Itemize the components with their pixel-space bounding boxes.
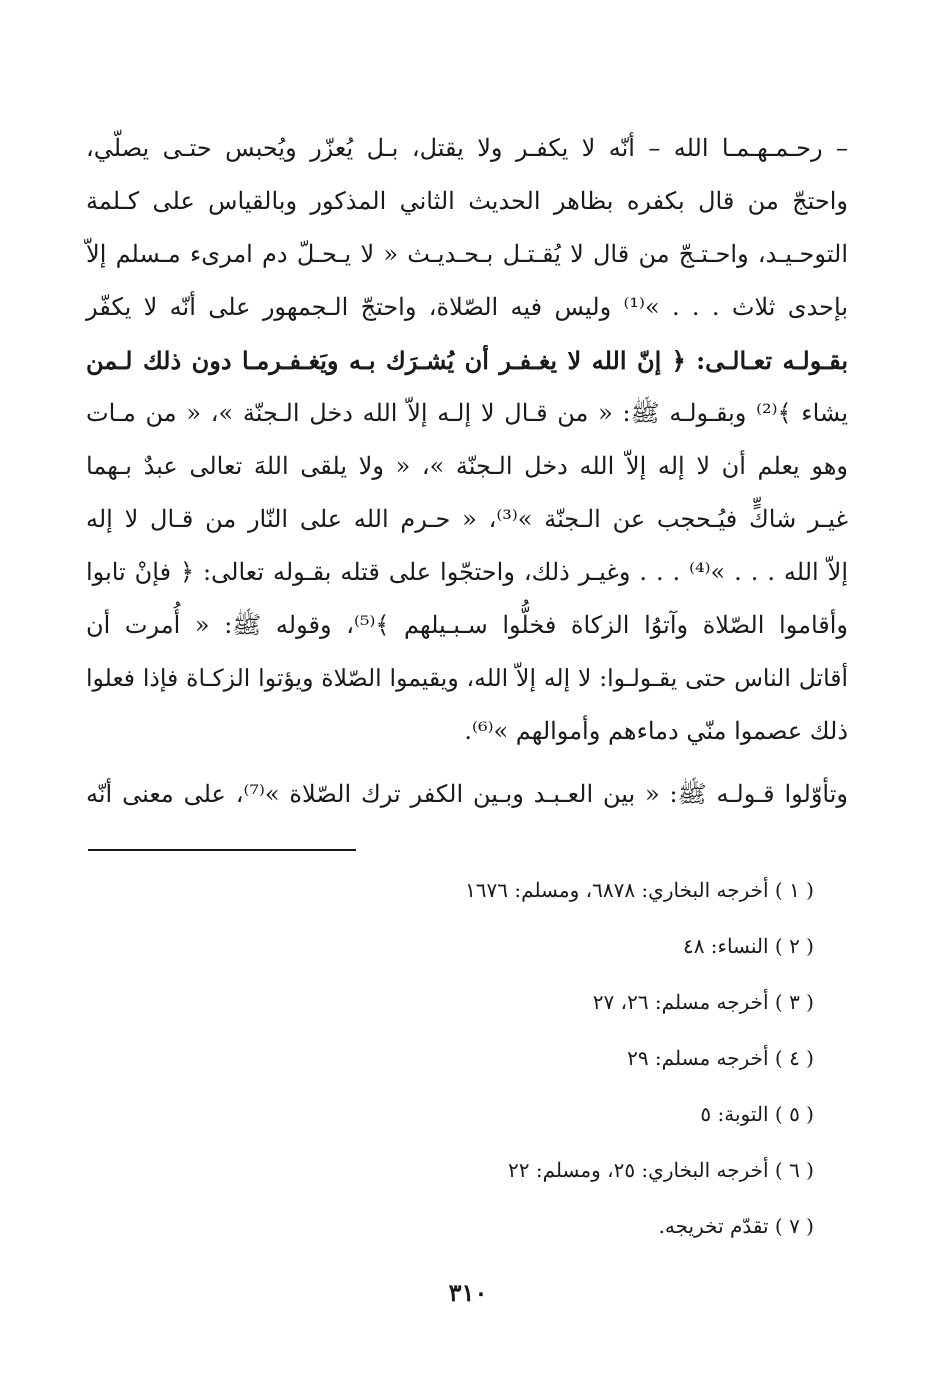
text-line: – رحـمـهـمـا الله – أنّه لا يكفـر ولا يقتل، بـل يُعزّر ويُحبس حتـى يصلّي، xyxy=(86,134,848,162)
text-line: أقاتل الناس حتى يقـولـوا: لا إله إلاّ الله، ويقيموا الصّلاة ويؤتوا الزكـاة فإذا فعلوا xyxy=(86,664,848,692)
text-line: وأقاموا الصّلاة وآتوُا الزكاة فخلُّوا سـبـيلهم ﴾⁽⁵⁾، وقوله ﷺ: « أُمرت أن xyxy=(86,611,848,639)
footnote: ( ٢ ) النساء: ٤٨ xyxy=(682,934,814,958)
text-line: بإحدى ثلاث . . . »⁽¹⁾ وليس فيه الصّلاة، واحتجّ الـجمهور على أنّه لا يكفّر xyxy=(86,293,848,321)
text-line: وتأوّلوا قـولـه ﷺ: « بين العـبـد وبـين الكفر ترك الصّلاة »⁽⁷⁾، على معنى أنّه xyxy=(86,780,849,808)
text-line: التوحـيـد، واحـتـجّ من قال لا يُقـتـل بـحـديـث « لا يـحـلّ دم امرىء مـسلم إلاّ xyxy=(86,240,848,268)
page-number: ٣١٠ xyxy=(448,1278,488,1307)
text-line: ذلك عصموا منّي دماءهم وأموالهم »⁽⁶⁾. xyxy=(464,717,848,745)
footnote-separator xyxy=(88,849,356,851)
text-line: واحتجّ من قال بكفره بظاهر الحديث الثاني المذكور وبالقياس على كـلمة xyxy=(86,187,848,215)
footnotes-list xyxy=(294,862,814,1254)
main-text xyxy=(86,122,848,821)
text-line: يشاء ﴾⁽²⁾ وبقـولـه ﷺ: « من قـال لا إلـه إلاّ الله دخل الـجنّة »، « من مـات xyxy=(86,399,848,427)
text-line: وهو يعلم أن لا إله إلاّ الله دخل الـجنّة »، « ولا يلقى اللهَ تعالى عبدٌ بـهما xyxy=(86,452,848,480)
text-line: غيـر شاكٍّ فيُـحجب عن الـجنّة »⁽³⁾، « حـرم الله على النّار من قـال لا إله xyxy=(86,505,848,533)
footnote: ( ١ ) أخرجه البخاري: ٦٨٧٨، ومسلم: ١٦٧٦ xyxy=(465,878,814,902)
text-line-quran: بقـولـه تعـالـى: ﴿ إنّ الله لا يغـفـر أن يُشـرَك بـه ويَغـفـرمـا دون ذلك لـمن xyxy=(86,346,848,375)
text-line: إلاّ الله . . . »⁽⁴⁾ . . . وغيـر ذلك، واحتجّوا على قتله بقـوله تعالى: ﴿ فإنْ تابوا xyxy=(86,558,849,586)
footnote: ( ٦ ) أخرجه البخاري: ٢٥، ومسلم: ٢٢ xyxy=(508,1158,814,1182)
footnote: ( ٥ ) التوبة: ٥ xyxy=(700,1102,814,1126)
footnote: ( ٧ ) تقدّم تخريجه. xyxy=(658,1214,814,1238)
footnote: ( ٤ ) أخرجه مسلم: ٢٩ xyxy=(627,1046,814,1070)
footnote: ( ٣ ) أخرجه مسلم: ٢٦، ٢٧ xyxy=(592,990,814,1014)
